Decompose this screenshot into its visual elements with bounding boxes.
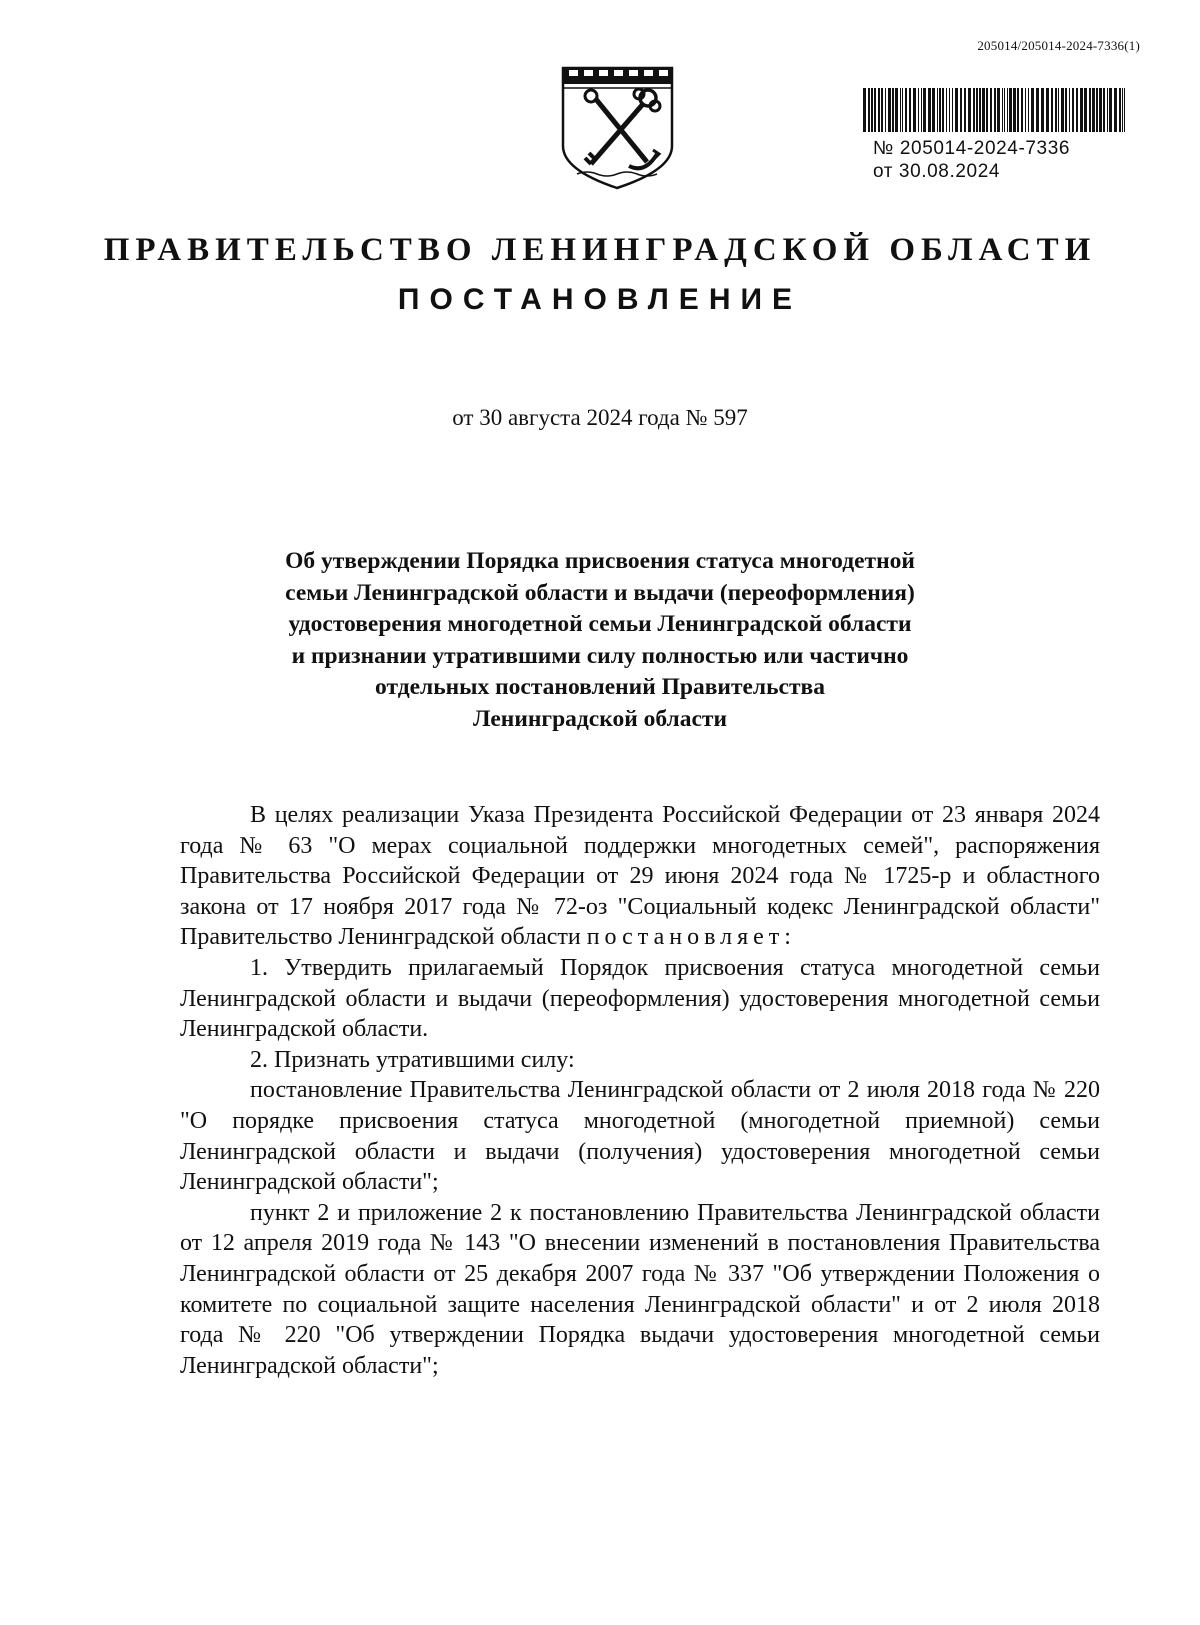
barcode-bar — [1055, 88, 1057, 132]
barcode-bar — [952, 88, 953, 132]
barcode-bar — [1089, 88, 1091, 132]
barcode-bar — [1017, 88, 1019, 132]
barcode-bar — [964, 88, 966, 132]
barcode-bar — [1028, 88, 1029, 132]
barcode-bar — [1103, 88, 1105, 132]
barcode-bar — [1119, 88, 1121, 132]
intro-text: В целях реализации Указа Президента Российской Федерации от 23 января 2024 года № 63 "О мерах социальной поддержки многодетных семей", распоряжения Правительства Российской Федерации от 29 июня 2024 года № 1725-р и областного закона от 17 ноября 2017 года № 72-оз "Социальный кодекс Ленинградской области" Правительство Ленинградской области — [180, 802, 1100, 951]
item-2b-paragraph: пункт 2 и приложение 2 к постановлению Правительства Ленинградской области от 12 апреля 2019 года № 143 "О внесении изменений в постановления Правительства Ленинградской области от 25 декабря 2007 года № 337 "Об утверждении Положения о комитете по социальной защите населения Ленинградской области" и от 2 июля 2018 года № 220 "Об утверждении Порядка выдачи удостоверения многодетной семьи Ленинградской области"; — [180, 1199, 1100, 1379]
barcode-bar — [1109, 88, 1112, 132]
barcode-bar — [895, 88, 898, 132]
barcode-bar — [1096, 88, 1098, 132]
barcode-bar — [932, 88, 935, 132]
barcode-bar — [1122, 88, 1123, 132]
item-2-paragraph: 2. Признать утратившими силу: — [250, 1046, 575, 1073]
subject-line: и признании утратившими силу полностью или частично — [291, 642, 909, 669]
barcode-bar — [1025, 88, 1026, 132]
resolves-word: постановляет: — [586, 924, 796, 951]
barcode-bar — [885, 88, 886, 132]
barcode-bar — [888, 88, 891, 132]
resolution-date-number: от 30 августа 2024 года № 597 — [452, 405, 748, 430]
barcode-bar — [928, 88, 931, 132]
barcode-bar — [1061, 88, 1064, 132]
barcode-bar — [1072, 88, 1074, 132]
barcode-bar — [1002, 88, 1003, 132]
barcode-bar — [900, 88, 901, 132]
barcode-bar — [973, 88, 975, 132]
barcode-bar — [1076, 88, 1078, 132]
barcode-bar — [902, 88, 903, 132]
barcode-bar — [921, 88, 922, 132]
barcode-bar — [1013, 88, 1016, 132]
barcode-bar — [990, 88, 992, 132]
document-type: ПОСТАНОВЛЕНИЕ — [397, 283, 803, 316]
barcode-bar — [939, 88, 941, 132]
government-title: ПРАВИТЕЛЬСТВО ЛЕНИНГРАДСКОЙ ОБЛАСТИ — [103, 232, 1097, 268]
barcode-bar — [923, 88, 926, 132]
barcode-bar — [1069, 88, 1070, 132]
barcode-bar — [909, 88, 911, 132]
barcode-bar — [937, 88, 938, 132]
barcode-bar — [1007, 88, 1008, 132]
barcode-bar — [942, 88, 944, 132]
barcode-bar — [1021, 88, 1023, 132]
barcode-icon — [863, 88, 1125, 132]
barcode-bar — [1114, 88, 1117, 132]
registration-date: от 30.08.2024 — [873, 161, 1001, 182]
barcode-bar — [863, 88, 866, 132]
barcode-bar — [968, 88, 971, 132]
barcode-bar — [1051, 88, 1053, 132]
barcode-bar — [1099, 88, 1102, 132]
barcode-bar — [871, 88, 873, 132]
registration-number: № 205014-2024-7336 — [873, 138, 1071, 159]
subject-line: удостоверения многодетной семьи Ленинградской области — [288, 611, 912, 637]
document-reference: 205014/205014-2024-7336(1) — [977, 38, 1140, 53]
barcode-bar — [1046, 88, 1049, 132]
barcode-bar — [905, 88, 907, 132]
leningrad-oblast-coat-of-arms-icon — [555, 58, 680, 193]
barcode-bar — [1041, 88, 1044, 132]
barcode-bar — [1065, 88, 1067, 132]
barcode-bar — [918, 88, 919, 132]
item-2a-paragraph: постановление Правительства Ленинградской области от 2 июля 2018 года № 220 "О порядке присвоения статуса многодетной (многодетной приемной) семьи Ленинградской области и выдачи (получения) удостоверения многодетной семьи Ленинградской области"; — [180, 1077, 1100, 1196]
barcode-bar — [1031, 88, 1034, 132]
subject-line: семьи Ленинградской области и выдачи (переоформления) — [285, 579, 915, 606]
subject-line: отдельных постановлений Правительства — [375, 674, 825, 700]
resolution-body — [180, 800, 1100, 1381]
barcode-bar — [1009, 88, 1012, 132]
resolution-subject — [220, 546, 980, 735]
barcode-bar — [1124, 88, 1125, 132]
intro-paragraph — [180, 800, 1100, 953]
barcode-bar — [1092, 88, 1095, 132]
barcode-bar — [1080, 88, 1083, 132]
barcode-bar — [874, 88, 876, 132]
barcode-bar — [1036, 88, 1039, 132]
barcode-bar — [976, 88, 978, 132]
item-1-paragraph: 1. Утвердить прилагаемый Порядок присвоения статуса многодетной семьи Ленинградской области и выдачи (переоформления) удостоверения многодетной семьи Ленинградской области. — [180, 954, 1100, 1043]
barcode-bar — [878, 88, 880, 132]
barcode-bar — [881, 88, 883, 132]
barcode-bar — [960, 88, 962, 132]
barcode-bar — [913, 88, 916, 132]
barcode-bar — [1058, 88, 1059, 132]
barcode-bar — [1004, 88, 1005, 132]
barcode-bar — [892, 88, 894, 132]
barcode-bar — [1084, 88, 1087, 132]
barcode-bar — [946, 88, 947, 132]
barcode-bar — [982, 88, 985, 132]
barcode-bar — [994, 88, 996, 132]
barcode-bar — [979, 88, 981, 132]
barcode-bar — [1107, 88, 1108, 132]
subject-line: Об утверждении Порядка присвоения статуса многодетной — [285, 548, 915, 574]
barcode-bar — [955, 88, 958, 132]
barcode-bar — [949, 88, 950, 132]
barcode-bar — [868, 88, 870, 132]
subject-line: Ленинградской области — [473, 705, 727, 732]
barcode-bar — [986, 88, 988, 132]
barcode-bar — [997, 88, 1000, 132]
